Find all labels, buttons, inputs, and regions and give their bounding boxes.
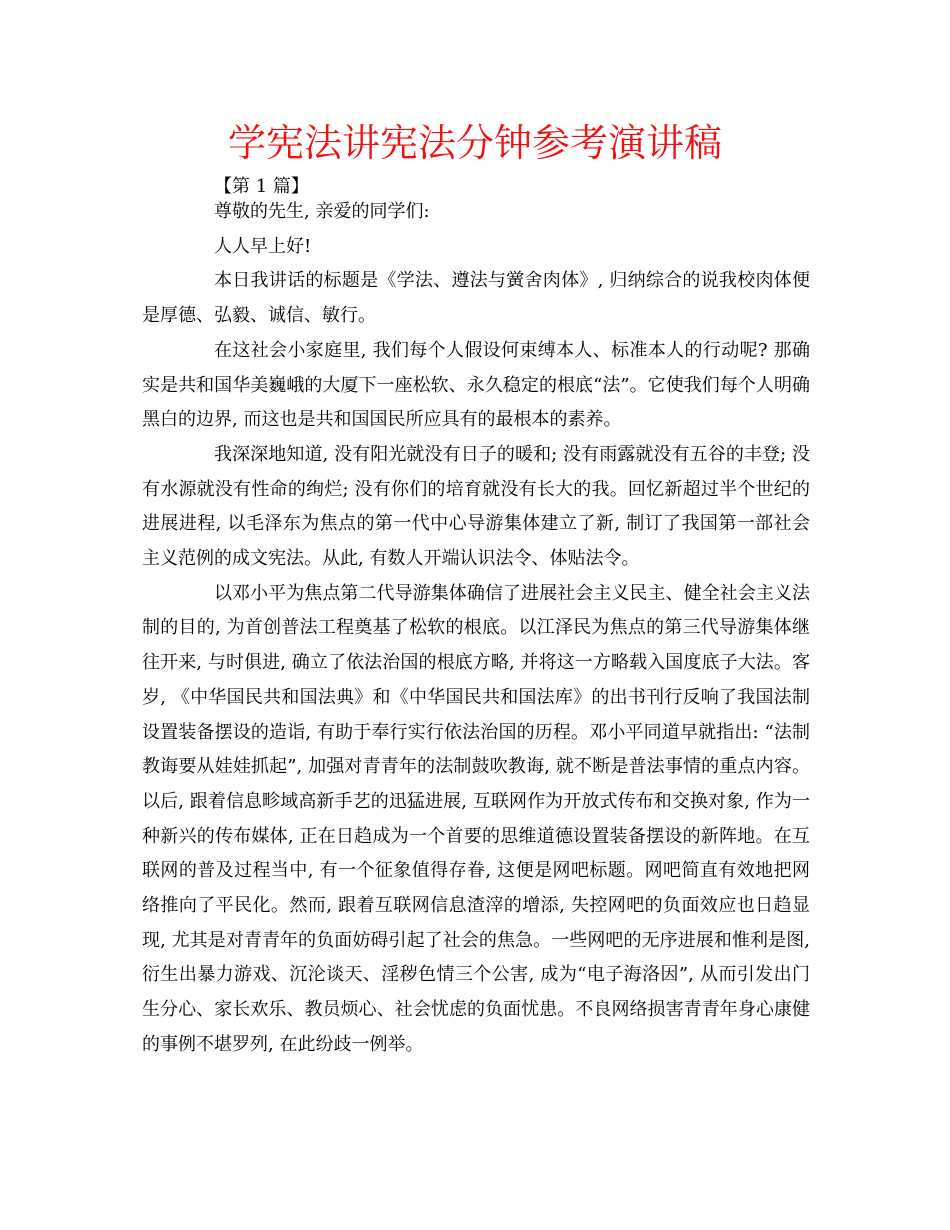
paragraph-greeting: 人人早上好! — [214, 235, 312, 257]
document-body — [142, 195, 810, 1063]
paragraph-internet-cafe: 以邓小平为焦点第二代导游集体确信了进展社会主义民主、健全社会主义法制的目的, 为首创普法工程奠基了松软的根底。以江泽民为焦点的第三代导游集体继往开来, 与时俱进, 确立了依法治国的根底方略, 并将这一方略载入国度底子大法。客岁, 《中华国民共和国法典》和《中华国民共和国法库》的出书刊行反响了我国法制设置装备摆设的造诣, 有助于奉行实行依法治国的历程。邓小平同道早就指出: “法制教诲要从娃娃抓起”, 加强对青青年的法制鼓吹教诲, 就不断是普法事情的重点内容。以后, 跟着信息畛域高新手艺的迅猛进展, 互联网作为开放式传布和交换对象, 作为一种新兴的传布媒体, 正在日趋成为一个首要的思维道德设置装备摆设的新阵地。在互联网的普及过程当中, 有一个征象值得存眷, 这便是网吧标题。网吧简直有效地把网络推向了平民化。然而, 跟着互联网信息渣滓的增添, 失控网吧的负面效应也日趋显现, 尤其是对青青年的负面妨碍引起了社会的焦急。一些网吧的无序进展和惟利是图, 衍生出暴力游戏、沉沦谈天、淫秽色情三个公害, 成为“电子海洛因”, 从而引发出门生分心、家长欢乐、教员烦心、社会忧虑的负面忧患。不良网络损害青青年身心康健的事例不堪罗列, 在此纷歧一例举。 — [142, 582, 810, 1055]
document-title: 学宪法讲宪法分钟参考演讲稿 — [227, 121, 722, 165]
paragraph-salutation: 尊敬的先生, 亲爱的同学们: — [214, 201, 430, 222]
paragraph-topic: 本日我讲话的标题是《学法、遵法与黉舍肉体》, 归纳综合的说我校肉体便是厚德、弘毅、诚信、敏行。 — [142, 270, 810, 327]
paragraph-law-foundation: 在这社会小家庭里, 我们每个人假设何束缚本人、标准本人的行动呢? 那确实是共和国华美巍峨的大厦下一座松软、永久稳定的根底“法”。它使我们每个人明确黑白的边界, 而这也是共和国国民所应具有的最根本的素养。 — [142, 339, 810, 431]
section-label: 【第 1 篇】 — [214, 176, 309, 197]
paragraph-history: 我深深地知道, 没有阳光就没有日子的暖和; 没有雨露就没有五谷的丰登; 没有水源就没有性命的绚烂; 没有你们的培育就没有长大的我。回忆新超过半个世纪的进展进程, 以毛泽东为焦点的第一代中心导游集体建立了新, 制订了我国第一部社会主义范例的成文宪法。从此, 有数人开端认识法令、体贴法令。 — [142, 443, 810, 570]
